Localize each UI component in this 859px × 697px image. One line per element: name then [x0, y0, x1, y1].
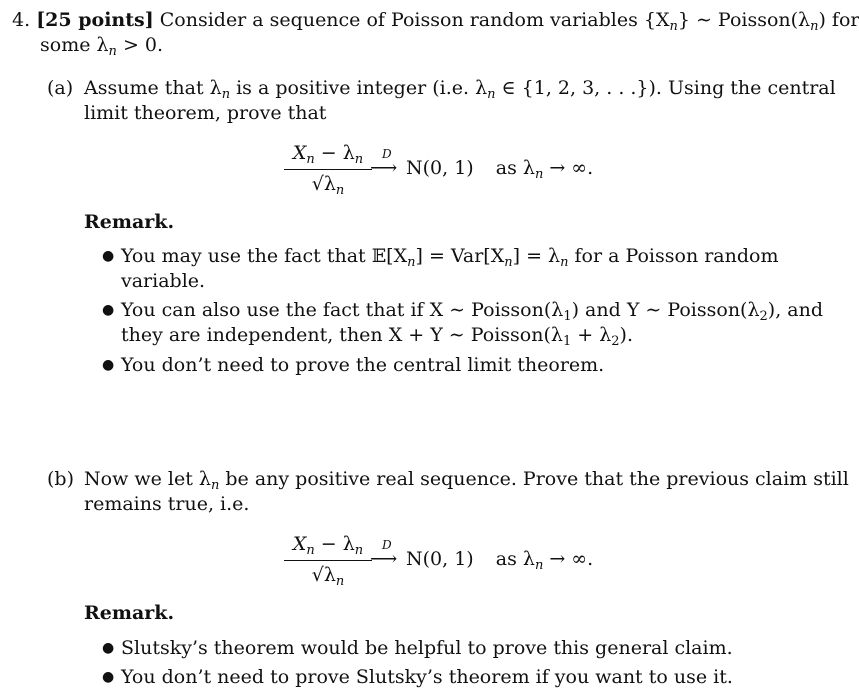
part-b-label: (b)	[47, 468, 74, 490]
sub: n	[407, 255, 416, 270]
convergence-arrow-a	[370, 147, 398, 181]
bullet-dot: ●	[102, 248, 115, 264]
part-a-label: (a)	[47, 77, 74, 99]
part-a-line1	[84, 76, 836, 101]
sub: n	[487, 87, 496, 102]
sub: n	[306, 152, 315, 167]
text: ∈ {1, 2, 3, . . .}). Using the central	[495, 77, 836, 99]
remark-a-bullet-1-line2: variable.	[121, 270, 206, 292]
bullet-dot: ●	[102, 357, 115, 373]
part-b-line1	[84, 467, 849, 492]
part-b-line2: remains true, i.e.	[84, 493, 250, 515]
eq-limit: → ∞.	[543, 157, 594, 179]
eq-text: − λ	[314, 533, 355, 555]
problem-header	[12, 8, 859, 33]
eq-text: √λ	[311, 564, 336, 586]
eq-as: as λ	[495, 157, 535, 179]
remark-b-bullet-2: You don’t need to prove Slutsky’s theorem if you want to use it.	[121, 666, 733, 688]
arrow-label: D	[382, 147, 392, 161]
text: be any positive real sequence. Prove that the previous claim still	[219, 468, 849, 490]
text: is a positive integer (i.e. λ	[230, 77, 488, 99]
eq-as: as λ	[495, 548, 535, 570]
equation-a-rhs	[406, 156, 593, 181]
intro-text: Consider a sequence of Poisson random variables {X	[159, 9, 670, 31]
arrow-glyph: ⟶	[370, 548, 398, 570]
fraction-denominator	[284, 172, 372, 197]
remark-a-heading: Remark.	[84, 211, 175, 233]
problem-intro-line2	[40, 33, 163, 58]
bullet-dot: ●	[102, 640, 115, 656]
sub: n	[210, 478, 220, 493]
sub: n	[108, 44, 117, 59]
fraction-bar	[284, 560, 372, 561]
text: Assume that λ	[84, 77, 222, 99]
sub: n	[560, 255, 569, 270]
sub: 2	[759, 309, 768, 324]
remark-a-bullet-1	[121, 244, 778, 269]
text: Now we let λ	[84, 468, 211, 490]
bullet-dot: ●	[102, 669, 115, 685]
remark-a-bullet-2-line2	[121, 323, 633, 348]
fraction-numerator	[284, 141, 372, 166]
eq-rhs: N(0, 1)	[406, 157, 474, 179]
eq-limit: → ∞.	[543, 548, 594, 570]
problem-number: 4.	[12, 9, 31, 31]
sub: n	[669, 19, 678, 34]
eq-rhs: N(0, 1)	[406, 548, 474, 570]
remark-a-bullet-2	[121, 298, 823, 323]
sub: n	[504, 255, 513, 270]
fraction-numerator	[284, 532, 372, 557]
convergence-arrow-b	[370, 538, 398, 572]
remark-a-bullet-3: You don’t need to prove the central limit theorem.	[121, 354, 605, 376]
part-a-line2: limit theorem, prove that	[84, 102, 327, 124]
sub: n	[221, 87, 231, 102]
points-label: [25 points]	[36, 9, 154, 31]
sub: 2	[611, 334, 620, 349]
sub: n	[354, 543, 364, 558]
arrow-label: D	[382, 538, 392, 552]
sub: n	[354, 152, 364, 167]
text: they are independent, then X + Y ∼ Poisson(λ	[121, 324, 563, 346]
text: ) and Y ∼ Poisson(λ	[571, 299, 760, 321]
intro-text: } ∼ Poisson(λ	[677, 9, 811, 31]
intro-text: > 0.	[116, 34, 164, 56]
eq-text: − λ	[314, 142, 355, 164]
text: ), and	[767, 299, 824, 321]
fraction-denominator	[284, 563, 372, 588]
text: You may use the fact that 𝔼[X	[121, 245, 408, 267]
text: + λ	[571, 324, 612, 346]
sub: n	[335, 574, 345, 589]
fraction-bar	[284, 169, 372, 170]
sub: n	[306, 543, 315, 558]
arrow-glyph: ⟶	[370, 157, 398, 179]
eq-text: √λ	[311, 173, 336, 195]
text: ).	[619, 324, 633, 346]
intro-text: some λ	[40, 34, 109, 56]
equation-b-fraction	[284, 532, 372, 588]
equation-a-fraction	[284, 141, 372, 197]
sub: 1	[563, 309, 572, 324]
eq-x: X	[292, 142, 307, 164]
text: for a Poisson random	[568, 245, 779, 267]
text: ] = Var[X	[415, 245, 505, 267]
sub: n	[335, 183, 345, 198]
sub: n	[810, 19, 819, 34]
sub: n	[534, 558, 544, 573]
text: You can also use the fact that if X ∼ Poisson(λ	[121, 299, 564, 321]
remark-b-bullet-1: Slutsky’s theorem would be helpful to prove this general claim.	[121, 637, 733, 659]
text: ] = λ	[512, 245, 561, 267]
bullet-dot: ●	[102, 302, 115, 318]
sub: n	[534, 167, 544, 182]
equation-b-rhs	[406, 547, 593, 572]
intro-text: ) for	[818, 9, 859, 31]
remark-b-heading: Remark.	[84, 602, 175, 624]
eq-x: X	[292, 533, 307, 555]
sub: 1	[562, 334, 572, 349]
